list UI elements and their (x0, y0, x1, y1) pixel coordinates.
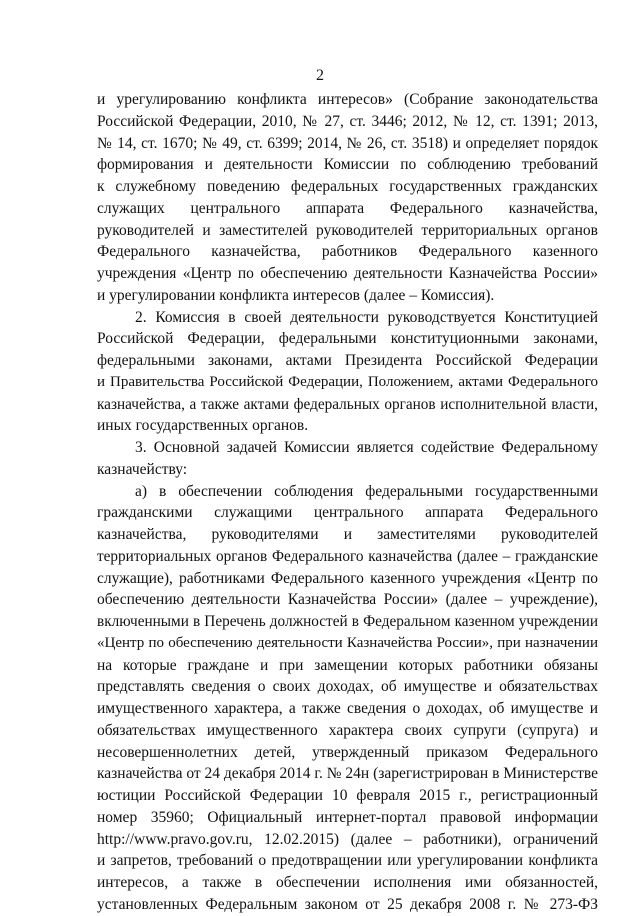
text-line: 3. Основной задачей Комиссии является содействие Федеральному (135, 439, 598, 456)
text-line: а) в обеспечении соблюдения федеральными государственными (135, 482, 598, 500)
text-line: несовершеннолетних детей, утвержденный приказом Федерального (97, 743, 598, 761)
text-line: юстиции Российской Федерации 10 февраля 2015 г., регистрационный (97, 787, 598, 804)
text-line: Федерального казначейства, работников Федерального казенного (97, 243, 598, 261)
text-line: обеспечению деятельности Казначейства России» (далее – учреждение), (97, 591, 598, 609)
text-line: руководителей и заместителей руководителей территориальных органов (97, 221, 598, 239)
text-line: формирования и деятельности Комиссии по соблюдению требований (97, 156, 598, 174)
text-line: интересов, а также в обеспечении исполнения ими обязанностей, (97, 874, 598, 891)
text-line: http://www.pravo.gov.ru, 12.02.2015) (далее – работники), ограничений (97, 830, 598, 848)
document-body (97, 89, 598, 916)
text-line: учреждения «Центр по обеспечению деятельности Казначейства России» (97, 265, 598, 282)
text-line: 2. Комиссия в своей деятельности руководствуется Конституцией (135, 308, 598, 326)
text-line: казначейства от 24 декабря 2014 г. № 24н (зарегистрирован в Министерстве (97, 765, 598, 783)
text-line: и запретов, требований о предотвращении или урегулировании конфликта (97, 852, 598, 870)
text-line: № 14, ст. 1670; № 49, ст. 6399; 2014, № 26, ст. 3518) и определяет порядок (97, 134, 598, 152)
text-line: установленных Федеральным законом от 25 декабря 2008 г. № 273-ФЗ (97, 895, 598, 913)
text-line: и урегулировании конфликта интересов (далее – Комиссия). (97, 286, 495, 304)
text-line: и Правительства Российской Федерации, Положением, актами Федерального (97, 373, 598, 390)
text-line: и урегулированию конфликта интересов» (Собрание законодательства (97, 91, 598, 108)
text-line: обязательствах имущественного характера своих супруги (супруга) и (97, 721, 598, 739)
text-line: гражданскими служащими центрального аппарата Федерального (97, 504, 598, 522)
text-line: казначейства, руководителями и заместителями руководителей (97, 526, 598, 543)
text-line: Российской Федерации, федеральными конституционными законами, (97, 330, 598, 348)
text-line: номер 35960; Официальный интернет-портал правовой информации (97, 808, 598, 826)
text-line: включенными в Перечень должностей в Федеральном казенном учреждении (97, 613, 598, 630)
text-line: на которые граждане и при замещении которых работники обязаны (97, 656, 598, 674)
text-line: казначейства, а также актами федеральных органов исполнительной власти, (97, 395, 598, 413)
text-line: к служебному поведению федеральных государственных гражданских (97, 178, 598, 195)
text-line: территориальных органов Федерального казначейства (далее – гражданские (97, 547, 598, 565)
text-line: служащие), работниками Федерального казенного учреждения «Центр по (97, 569, 598, 587)
text-line: имущественного характера, а также сведения о доходах, об имуществе и (97, 700, 598, 717)
page-number: 2 (316, 67, 324, 84)
text-line: служащих центрального аппарата Федерального казначейства, (97, 199, 598, 217)
text-line: федеральными законами, актами Президента Российской Федерации (97, 352, 598, 369)
text-line: представлять сведения о своих доходах, об имуществе и обязательствах (97, 678, 598, 696)
text-line: иных государственных органов. (97, 417, 309, 435)
text-line: «Центр по обеспечению деятельности Казначейства России», при назначении (97, 634, 598, 651)
text-line: Российской Федерации, 2010, № 27, ст. 3446; 2012, № 12, ст. 1391; 2013, (97, 112, 598, 130)
text-line: казначейству: (97, 460, 188, 478)
